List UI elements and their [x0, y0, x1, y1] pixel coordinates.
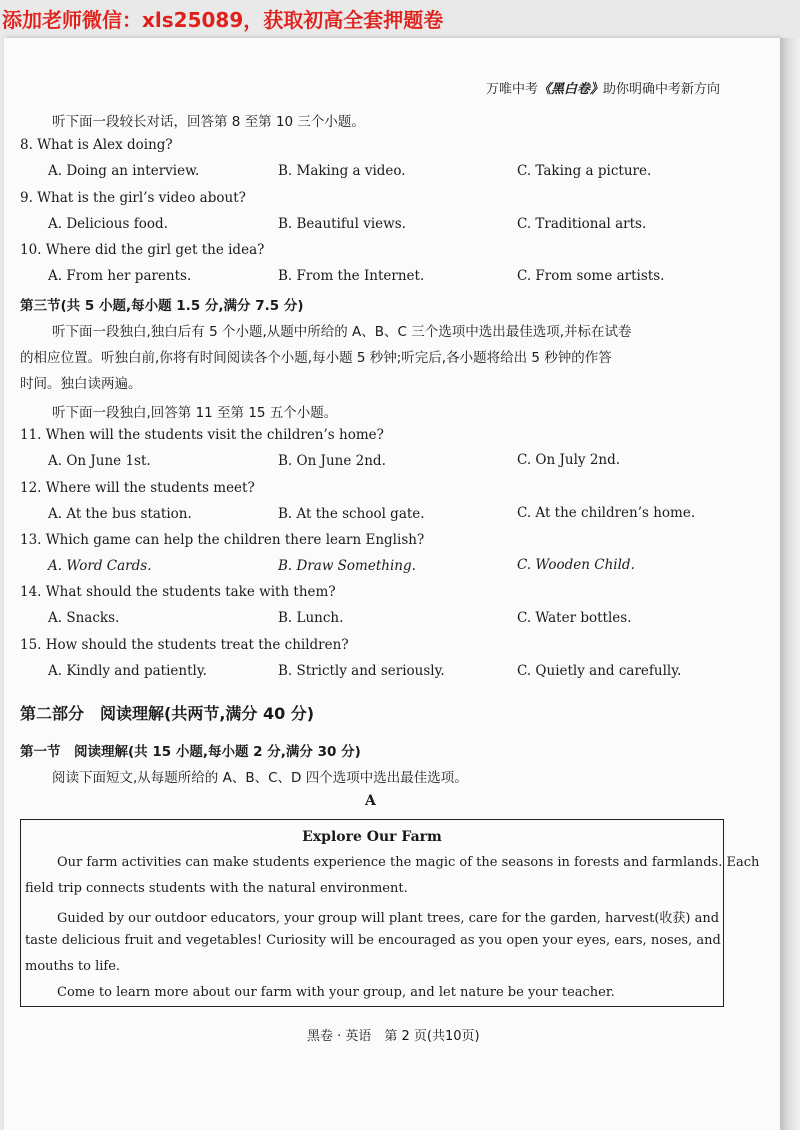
header-brand: 《黑白卷》 [537, 82, 603, 97]
passage-line: Our farm activities can make students experience the magic of the seasons in forests and farmlands. Each [57, 855, 760, 870]
passage-label: A [365, 793, 376, 809]
section3-instruction-line: 时间。独白读两遍。 [20, 376, 142, 392]
option-c: C. Traditional arts. [517, 216, 647, 232]
section3-instruction-line: 听下面一段独白,独白后有 5 个小题,从题中所给的 A、B、C 三个选项中选出最佳选项,并标在试卷 [52, 324, 632, 340]
question-stem: 9. What is the girl’s video about? [20, 190, 246, 206]
option-a: A. Doing an interview. [48, 163, 200, 179]
question-stem: 10. Where did the girl get the idea? [20, 242, 265, 258]
header-suffix: 助你明确中考新方向 [602, 82, 720, 97]
option-c: C. At the children’s home. [517, 505, 696, 521]
section3-instruction-line: 的相应位置。听独白前,你将有时间阅读各个小题,每小题 5 秒钟;听完后,各小题将给出 5 秒钟的作答 [20, 350, 612, 366]
question-stem: 14. What should the students take with them? [20, 584, 336, 600]
section3-title: 第三节(共 5 小题,每小题 1.5 分,满分 7.5 分) [20, 298, 304, 314]
option-a: A. From her parents. [48, 268, 192, 284]
part2-section1-title: 第一节 阅读理解(共 15 小题,每小题 2 分,满分 30 分) [20, 744, 361, 760]
page-footer: 黑卷 · 英语 第 2 页(共10页) [307, 1029, 480, 1044]
passage-line: taste delicious fruit and vegetables! Curiosity will be encouraged as you open your eyes, ears, noses, and [25, 933, 721, 948]
option-b: B. Making a video. [278, 163, 406, 179]
passage-line: Come to learn more about our farm with your group, and let nature be your teacher. [57, 985, 615, 1000]
option-b: B. Strictly and seriously. [278, 663, 445, 679]
passage-line: mouths to life. [25, 959, 121, 974]
option-a: A. Snacks. [48, 610, 120, 626]
option-b: B. Beautiful views. [278, 216, 406, 232]
monologue-instruction: 听下面一段独白,回答第 11 至第 15 五个小题。 [52, 405, 338, 421]
part2-title: 第二部分 阅读理解(共两节,满分 40 分) [20, 704, 315, 723]
option-c: C. Wooden Child. [517, 557, 635, 573]
page-header [486, 78, 720, 97]
option-b: B. From the Internet. [278, 268, 425, 284]
option-a: A. Kindly and patiently. [48, 663, 207, 679]
question-stem: 8. What is Alex doing? [20, 137, 173, 153]
question-stem: 15. How should the students treat the children? [20, 637, 349, 653]
option-b: B. At the school gate. [278, 506, 425, 522]
option-b: B. Draw Something. [278, 558, 416, 574]
question-stem: 13. Which game can help the children there learn English? [20, 532, 425, 548]
passage-box [20, 819, 760, 1007]
option-c: C. From some artists. [517, 268, 665, 284]
option-c: C. Taking a picture. [517, 163, 652, 179]
option-c: C. Quietly and carefully. [517, 663, 682, 679]
dialogue-instruction: 听下面一段较长对话，回答第 8 至第 10 三个小题。 [52, 114, 365, 130]
passage-line: Guided by our outdoor educators, your group will plant trees, care for the garden, harvest(收获) and [57, 911, 720, 926]
option-a: A. Delicious food. [48, 216, 168, 232]
option-c: C. On July 2nd. [517, 452, 621, 468]
watermark-text: 添加老师微信：xls25089，获取初高全套押题卷 [2, 8, 444, 32]
question-stem: 11. When will the students visit the children’s home? [20, 427, 384, 443]
passage-title: Explore Our Farm [302, 829, 442, 845]
option-b: B. On June 2nd. [278, 453, 386, 469]
option-a: A. Word Cards. [48, 558, 152, 574]
option-c: C. Water bottles. [517, 610, 632, 626]
page-spine-shadow [780, 38, 800, 1130]
option-b: B. Lunch. [278, 610, 344, 626]
question-stem: 12. Where will the students meet? [20, 480, 255, 496]
part2-instruction: 阅读下面短文,从每题所给的 A、B、C、D 四个选项中选出最佳选项。 [52, 770, 468, 786]
option-a: A. On June 1st. [48, 453, 151, 469]
header-prefix: 万唯中考 [485, 82, 538, 97]
option-a: A. At the bus station. [48, 506, 192, 522]
passage-line: field trip connects students with the natural environment. [25, 881, 408, 896]
